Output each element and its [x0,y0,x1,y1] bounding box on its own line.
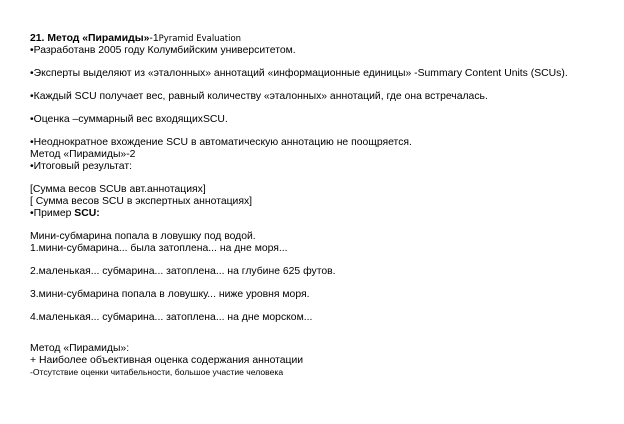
example-prefix: •Пример [30,208,75,219]
slide-title [30,33,610,45]
example-scu: SCU: [74,208,100,219]
document-body [30,33,610,378]
summary-heading: Метод «Пирамиды»: [30,343,130,354]
formula-numerator: [Сумма весов SCUв авт.аннотациях] [30,184,206,195]
example-item-3: 3.мини-субмарина попала в ловушку... ниже уровня моря. [30,289,310,300]
summary-plus: + Наиболее объективная оценка содержания аннотации [30,355,304,366]
example-intro: Мини-субмарина попала в ловушку под водой. [30,231,256,242]
paragraph-experts: •Эксперты выделяют из «эталонных» аннотаций «информационные единицы» -Summary Content Units (SCUs). [30,68,568,79]
example-item-1: 1.мини-субмарина... была затоплена... на дне моря... [30,243,288,254]
example-heading [30,208,610,220]
example-item-2: 2.маленькая... субмарина... затоплена... на глубине 625 футов. [30,266,336,277]
title-sub-text: Pyramid Evaluation [158,34,242,44]
title-bold-text: 21. Метод «Пирамиды» [30,33,150,44]
summary-minus: -Отсутствие оценки читабельности, большое участие человека [30,367,284,377]
paragraph-score: •Оценка –суммарный вес входящихSCU. [30,114,228,125]
section-heading-2: Метод «Пирамиды»-2 [30,149,136,160]
paragraph-result: •Итоговый результат: [30,161,132,172]
formula-denominator: [ Сумма весов SCU в экспертных аннотациях] [30,196,253,207]
paragraph-repeat: •Неоднократное вхождение SCU в автоматическую аннотацию не поощряется. [30,137,412,148]
example-item-4: 4.маленькая... субмарина... затоплена... на дне морском... [30,312,313,323]
paragraph-origin: •Разработанв 2005 году Колумбийским университетом. [30,45,296,56]
paragraph-weight: •Каждый SCU получает вес, равный количеству «эталонных» аннотаций, где она встречалась. [30,91,488,102]
title-dash-text: -1 [149,33,159,44]
